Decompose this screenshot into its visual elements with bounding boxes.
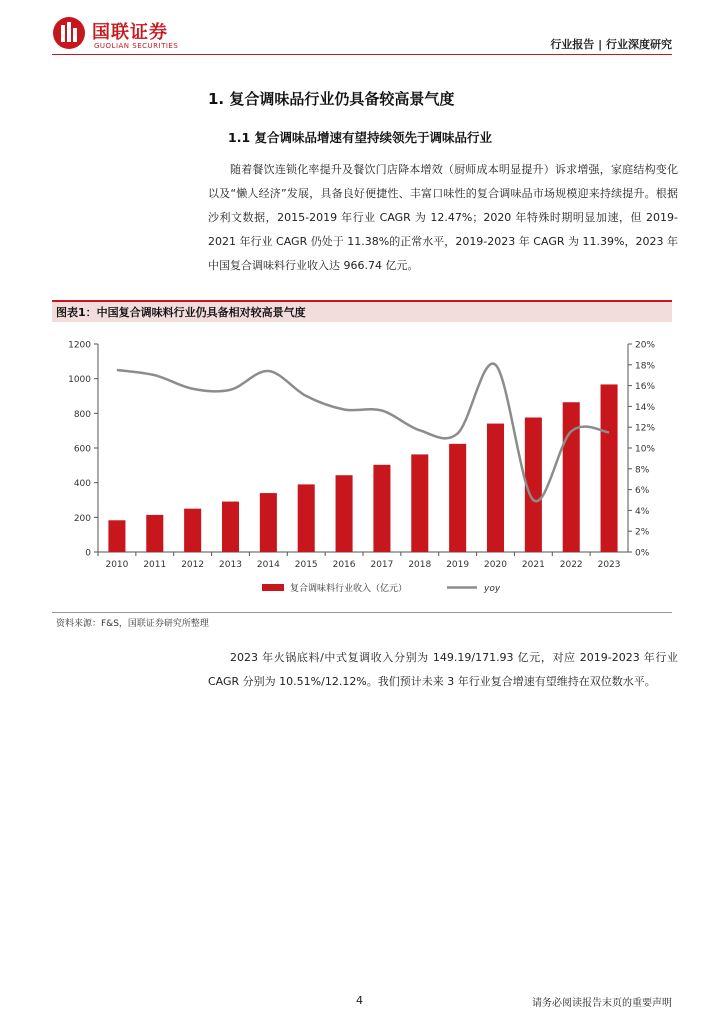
revenue-bar [563, 402, 580, 552]
y-right-tick-label: 12% [635, 423, 656, 434]
legend-label-revenue: 复合调味料行业收入（亿元） [290, 584, 408, 594]
revenue-bar [336, 475, 353, 552]
y-left-tick-label: 1200 [68, 340, 91, 351]
revenue-bar [601, 384, 618, 552]
chart-canvas [52, 332, 672, 608]
x-tick-label: 2013 [219, 560, 242, 570]
y-left-tick-label: 600 [73, 444, 91, 455]
x-tick-label: 2010 [105, 560, 129, 570]
y-right-tick-label: 14% [635, 402, 656, 413]
brand-logo [52, 14, 232, 54]
revenue-bar [146, 515, 163, 552]
y-right-tick-label: 2% [635, 527, 650, 538]
x-tick-label: 2014 [256, 560, 280, 570]
x-tick-label: 2015 [294, 560, 318, 570]
x-tick-label: 2021 [521, 560, 545, 570]
figure-source: 资料来源：F&S，国联证券研究所整理 [56, 619, 209, 629]
y-left-tick-label: 0 [85, 548, 91, 559]
x-tick-label: 2022 [559, 560, 583, 570]
y-left-tick-label: 400 [73, 479, 91, 490]
x-tick-label: 2018 [408, 560, 432, 570]
x-tick-label: 2020 [484, 560, 507, 570]
revenue-bar [373, 465, 390, 552]
page-number: 4 [356, 994, 363, 1007]
figure-title: 图表1：中国复合调味料行业仍具备相对较高景气度 [56, 306, 306, 319]
brand-name-cn: 国联证券 [92, 22, 168, 43]
figure-title-bar [52, 300, 672, 322]
y-left-tick-label: 1000 [68, 375, 91, 386]
section-heading: 1. 复合调味品行业仍具备较高景气度 [208, 90, 455, 108]
y-right-tick-label: 10% [635, 444, 656, 455]
y-right-tick-label: 4% [635, 506, 650, 517]
y-right-tick-label: 18% [635, 361, 656, 372]
legend-label-yoy: yoy [484, 584, 501, 594]
brand-name-en: GUOLIAN SECURITIES [94, 42, 179, 50]
y-right-tick-label: 0% [635, 548, 650, 559]
revenue-bar [260, 493, 277, 552]
page-header [52, 14, 672, 58]
revenue-bar [184, 509, 201, 552]
disclaimer-note: 请务必阅读报告末页的重要声明 [532, 998, 672, 1009]
revenue-chart [52, 332, 672, 608]
body-paragraph-2: 2023 年火锅底料/中式复调收入分别为 149.19/171.93 亿元，对应 2019-2023 年行业 CAGR 分别为 10.51%/12.12%。我们预计未来 3 年行业复合增速有望维持在双位数水平。 [208, 651, 678, 688]
revenue-bar [108, 520, 125, 552]
y-right-tick-label: 16% [635, 382, 656, 393]
subsection-heading: 1.1 复合调味品增速有望持续领先于调味品行业 [228, 130, 492, 145]
revenue-bar [487, 424, 504, 552]
y-left-tick-label: 200 [73, 513, 91, 524]
y-right-tick-label: 20% [635, 340, 656, 351]
revenue-bar [222, 502, 239, 552]
revenue-bar [411, 454, 428, 552]
revenue-bar [298, 484, 315, 552]
x-tick-label: 2017 [370, 560, 394, 570]
y-right-tick-label: 8% [635, 465, 650, 476]
x-tick-label: 2011 [143, 560, 167, 570]
header-divider [52, 54, 672, 55]
x-tick-label: 2019 [446, 560, 470, 570]
revenue-bar [449, 444, 466, 552]
legend-swatch-revenue [262, 584, 284, 591]
brand-logo-icon [52, 16, 86, 50]
figure-top-rule [52, 300, 672, 302]
x-tick-label: 2023 [597, 560, 621, 570]
report-type: 行业报告 | 行业深度研究 [550, 38, 672, 51]
x-tick-label: 2012 [181, 560, 205, 570]
body-paragraph-1: 随着餐饮连锁化率提升及餐饮门店降本增效（厨师成本明显提升）诉求增强，家庭结构变化以及“懒人经济”发展，具备良好便捷性、丰富口味性的复合调味品市场规模迎来持续提升。根据沙利文数据，2015-2019 年行业 CAGR 为 12.47%；2020 年特殊时期明显加速，但 2019-2021 年行业 CAGR 仍处于 11.38%的正常水平，2019-2023 年 CAGR 为 11.39%，2023 年中国复合调味料行业收入达 966.74 亿元。 [208, 163, 678, 272]
figure-bottom-rule [52, 612, 672, 613]
x-tick-label: 2016 [332, 560, 356, 570]
y-right-tick-label: 6% [635, 486, 650, 497]
y-left-tick-label: 800 [73, 409, 91, 420]
